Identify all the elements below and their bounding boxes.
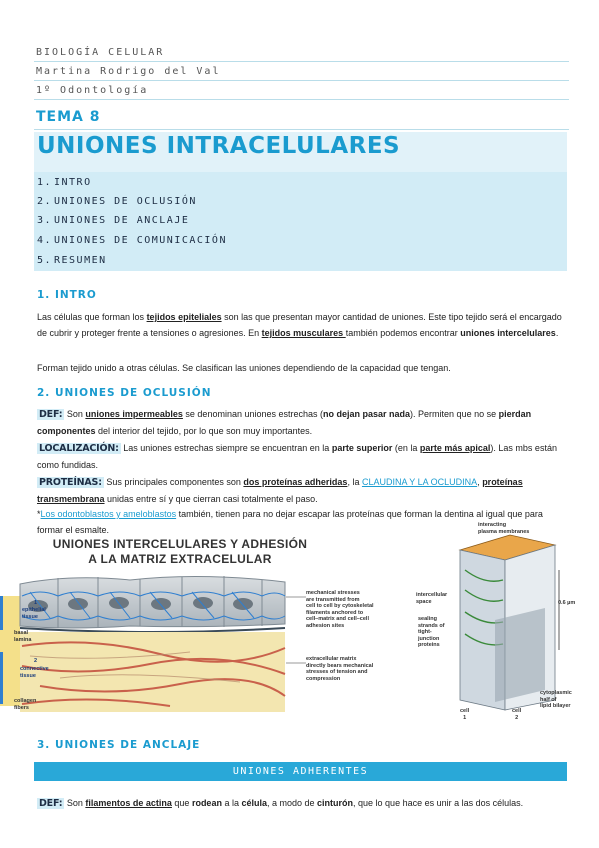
section-heading-oclusion: 2. UNIONES DE OCLUSIÓN — [37, 387, 212, 399]
section-heading-intro: 1. INTRO — [37, 289, 97, 301]
toc-item: 1. INTRO — [37, 177, 92, 188]
label-sealing: sealing strands of tight- junction proteins — [418, 616, 445, 648]
subheading-bar: UNIONES ADHERENTES — [34, 762, 567, 781]
page-title: UNIONES INTRACELULARES — [37, 133, 401, 159]
intro-paragraph-2: Forman tejido unido a otras células. Se clasifican las uniones dependiendo de la capacidad que tengan. — [37, 363, 451, 373]
header-author: Martina Rodrigo del Val — [34, 63, 569, 81]
label-size: 0.6 µm — [558, 600, 576, 606]
localizacion-keyword: LOCALIZACIÓN: — [39, 443, 119, 454]
label-collagen: collagen fibers — [14, 698, 37, 711]
section-heading-anclaje: 3. UNIONES DE ANCLAJE — [37, 739, 201, 751]
toc-item: 2. UNIONES DE OCLUSIÓN — [37, 196, 197, 207]
label-cell1: cell 1 — [460, 708, 470, 721]
def-keyword: DEF: — [39, 409, 63, 420]
header-subject: BIOLOGÍA CELULAR — [34, 44, 569, 62]
anclaje-definition: DEF: Son filamentos de actina que rodean a la célula, a modo de cinturón, que lo que hace es unir a las dos células. — [39, 798, 524, 809]
label-1: 1 — [34, 600, 38, 606]
toc-item: 3. UNIONES DE ANCLAJE — [37, 215, 190, 226]
note-mechanical: mechanical stresses are transmitted from cell to cell by cytoskeletal filaments anchored to cell–matrix and cell–cell adhesion sites — [306, 590, 374, 629]
figure1-title-line2: A LA MATRIZ EXTRACELULAR — [88, 552, 272, 566]
oclusion-localizacion: LOCALIZACIÓN: Las uniones estrechas siempre se encuentran en la parte superior (en la parte más apical). Las mbs están como fundidas. — [37, 443, 557, 470]
oclusion-proteinas: PROTEÍNAS: Sus principales componentes son dos proteínas adheridas, la CLAUDINA Y LA OCLUDINA, proteínas transmembrana unidas entre sí y que cierran casi totalmente el paso. — [37, 477, 523, 504]
label-basal: basal lamina — [14, 630, 32, 643]
header-course: 1º Odontología — [34, 82, 569, 100]
label-2: 2 — [34, 658, 38, 664]
odontoblastos-link[interactable]: Los odontoblastos y ameloblastos — [40, 509, 177, 519]
label-cytoplasmic: cytoplasmic half of lipid bilayer — [540, 690, 572, 709]
tema-label: TEMA 8 — [34, 109, 569, 130]
intro-paragraph: Las células que forman los tejidos epiteliales son las que presentan mayor cantidad de uniones. Este tipo tejido será el encargado de cubrir y proteger frente a tensiones o agresiones. En tejidos musculares también podemos encontrar uniones intercelulares. — [37, 312, 562, 338]
note-ecm: extracellular matrix directly bears mechanical stresses of tension and compression — [306, 656, 374, 682]
tissue-diagram — [0, 566, 300, 716]
label-epithelial: epithelial tissue — [22, 607, 46, 620]
label-connective: connective tissue — [20, 666, 49, 679]
figure1-title-line1: UNIONES INTERCELULARES Y ADHESIÓN — [52, 537, 308, 551]
toc-item: 4. UNIONES DE COMUNICACIÓN — [37, 235, 227, 246]
label-intercellular: intercellular space — [416, 592, 448, 605]
figure1-pointer-lines — [286, 595, 308, 670]
label-cell2: cell 2 — [512, 708, 522, 721]
oclusion-definition: DEF: Son uniones impermeables se denominan uniones estrechas (no dejan pasar nada). Permiten que no se pierdan componentes del interior del tejido, por lo que son muy importantes. — [37, 409, 532, 436]
label-interacting: interacting plasma membranes — [478, 522, 530, 535]
oclusion-note: *Los odontoblastos y ameloblastos también, tienen para no dejar escapar las proteínas que forman la dentina al igual que para formar el esmalte. — [37, 509, 543, 535]
proteinas-keyword: PROTEÍNAS: — [39, 477, 102, 488]
toc-item: 5. RESUMEN — [37, 255, 107, 266]
def-keyword: DEF: — [39, 798, 63, 809]
